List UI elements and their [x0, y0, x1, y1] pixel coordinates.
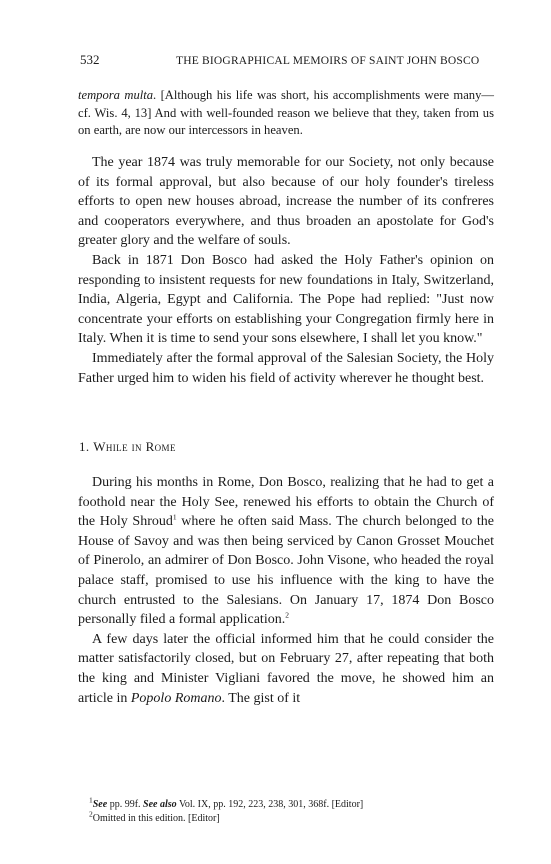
section-heading	[79, 439, 176, 455]
footnote-ref[interactable]: 1	[172, 512, 177, 522]
continued-paragraph	[78, 87, 494, 140]
paragraph-1871: Back in 1871 Don Bosco had asked the Holy Father's opinion on responding to insistent requests for new foundations in Italy, Switzerland, India, Algeria, Egypt and California. The Pope had replied: "Just now concentrate your efforts on establishing your Congregation firmly here in Italy. When it is time to send your sons elsewhere, I shall let you know."	[78, 252, 494, 347]
section-number: 1.	[79, 439, 90, 454]
paragraph-few-days-later: A few days later the official informed him that he could consider the matter satisfactorily closed, but on February 27, after repeating that both the king and Minister Vigliani favored the move, he showed him an article in Popolo Romano. The gist of it	[78, 631, 494, 706]
paragraph-1874: The year 1874 was truly memorable for our Society, not only because of its formal approval, but also because of our holy founder's tireless efforts to open new houses abroad, increase the number of its confreres and cooperators everywhere, and thus broaden an apostolate for God's greater glory and the welfare of souls.	[78, 155, 494, 249]
footnote-2: $^2$Omitted in this edition. [Editor]	[89, 809, 220, 824]
paragraph-approval: Immediately after the formal approval of the Salesian Society, the Holy Father urged him to widen his field of activity wherever he thought best.	[78, 350, 494, 386]
page-number: 532	[80, 52, 100, 67]
footnote-1: $^1$See pp. 99f. See also Vol. IX, pp. 192, 223, 238, 301, 368f. [Editor]	[89, 795, 364, 810]
body-text-top	[78, 153, 494, 388]
paragraph-holy-shroud: During his months in Rome, Don Bosco, realizing that he had to get a foothold near the Holy See, renewed his efforts to obtain the Church of the Holy Shroud$^1$ where he often said Mass. The church belonged to the House of Savoy and was then being serviced by Canon Grosset Mouchet of Pinerolo, an admirer of Don Bosco. John Visone, who headed the royal palace staff, promised to use his influence with the king to have the church entrusted to the Salesians. On January 17, 1874 Don Bosco personally filed a formal application.$^2$	[78, 475, 494, 628]
body-text-bottom	[78, 473, 494, 708]
latin-phrase: tempora multa	[78, 88, 154, 102]
footnotes	[89, 795, 489, 825]
running-head: THE BIOGRAPHICAL MEMOIRS OF SAINT JOHN BOSCO	[176, 55, 480, 67]
continued-text: . [Although his life was short, his accomplishments were many—cf. Wis. 4, 13] And with well-founded reason we believe that they, taken from us on earth, are now our intercessors in heaven.	[78, 88, 494, 137]
section-title: While in Rome	[93, 439, 176, 454]
footnote-ref[interactable]: 2	[285, 610, 289, 620]
newspaper-title: Popolo Romano	[130, 690, 222, 706]
